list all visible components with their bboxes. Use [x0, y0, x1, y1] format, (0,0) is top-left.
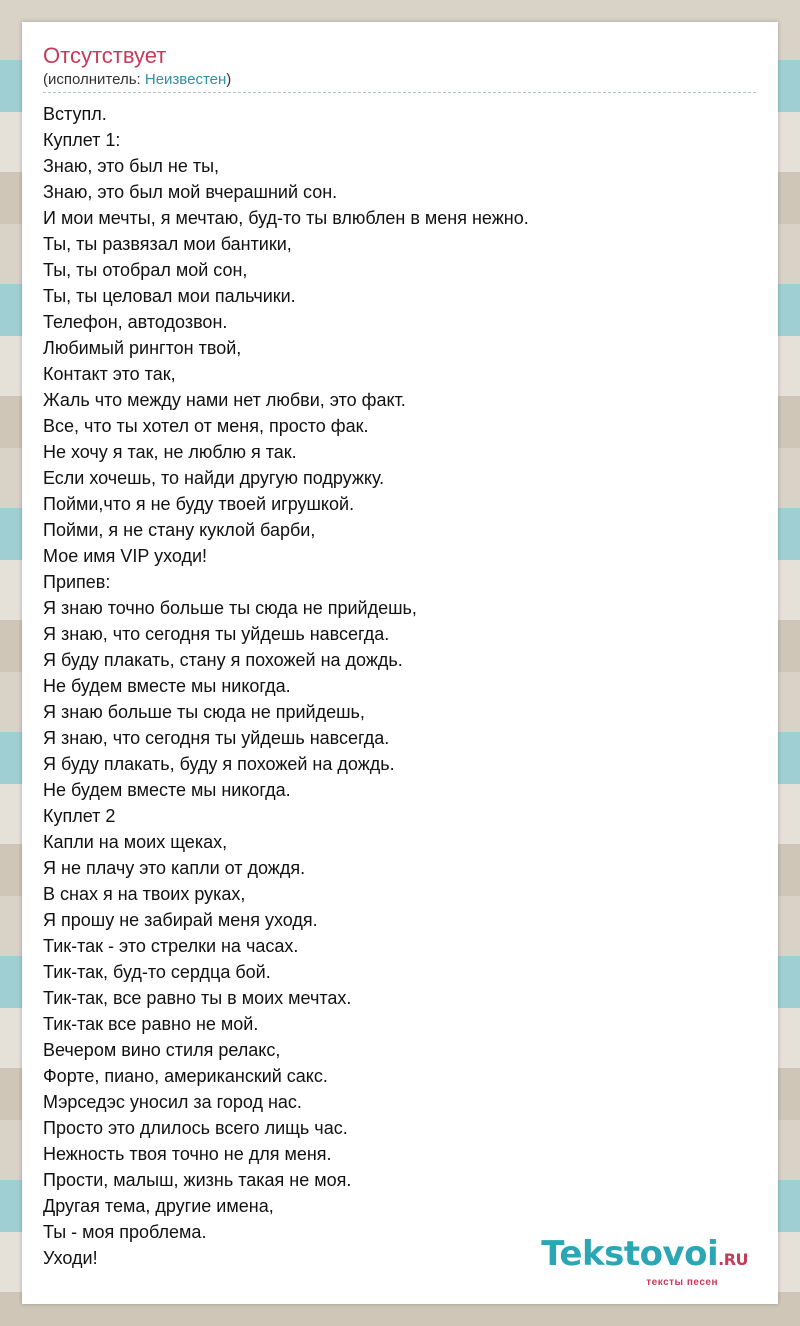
lyric-line: Контакт это так, — [43, 364, 176, 384]
performer-prefix: (исполнитель: — [43, 71, 145, 88]
lyric-line: Я не плачу это капли от дождя. — [43, 858, 306, 878]
lyric-line: Я знаю, что сегодня ты уйдешь навсегда. — [43, 728, 390, 748]
lyric-line: Знаю, это был мой вчерашний сон. — [43, 182, 338, 202]
lyric-line: Телефон, автодозвон. — [43, 312, 228, 332]
lyric-line: Ты, ты целовал мои пальчики. — [43, 286, 296, 306]
lyric-line: Я прошу не забирай меня уходя. — [43, 910, 318, 930]
performer-link[interactable]: Неизвестен — [144, 71, 227, 88]
lyric-line: Не хочу я так, не люблю я так. — [43, 442, 297, 462]
lyrics-card — [22, 22, 778, 1304]
lyric-line: Форте, пиано, американский сакс. — [43, 1066, 328, 1086]
logo-main-text: Tekstovoi — [541, 1234, 719, 1274]
lyric-line: Куплет 1: — [43, 130, 121, 150]
song-title: Отсутствует — [43, 43, 167, 68]
lyric-line: Не будем вместе мы никогда. — [43, 676, 291, 696]
lyric-line: Пойми,что я не буду твоей игрушкой. — [43, 494, 355, 514]
lyric-line: Ты - моя проблема. — [43, 1222, 207, 1242]
lyric-line: Вечером вино стиля релакс, — [43, 1040, 281, 1060]
lyric-line: Знаю, это был не ты, — [43, 156, 220, 176]
lyric-line: Вступл. — [43, 104, 107, 124]
logo-wordmark — [538, 1236, 748, 1278]
logo-domain: .RU — [718, 1250, 748, 1269]
lyric-line: Ты, ты развязал мои бантики, — [43, 234, 292, 254]
lyric-line: Капли на моих щеках, — [43, 832, 228, 852]
lyric-line: Я знаю точно больше ты сюда не прийдешь, — [43, 598, 417, 618]
lyric-line: Жаль что между нами нет любви, это факт. — [43, 390, 406, 410]
lyric-line: Я знаю, что сегодня ты уйдешь навсегда. — [43, 624, 390, 644]
lyric-line: Если хочешь, то найди другую подружку. — [43, 468, 385, 488]
lyric-line: Тик-так, буд-то сердца бой. — [43, 962, 271, 982]
lyric-line: Просто это длилось всего лищь час. — [43, 1118, 348, 1138]
lyric-line: В снах я на твоих руках, — [43, 884, 246, 904]
lyric-line: Нежность твоя точно не для меня. — [43, 1144, 332, 1164]
logo-tagline: тексты песен — [646, 1277, 718, 1288]
lyric-line: Мое имя VIP уходи! — [43, 546, 208, 566]
lyric-line: Любимый рингтон твой, — [43, 338, 242, 358]
lyric-line: Пойми, я не стану куклой барби, — [43, 520, 316, 540]
lyric-line: Не будем вместе мы никогда. — [43, 780, 291, 800]
performer-line — [43, 70, 756, 93]
lyric-line: Другая тема, другие имена, — [43, 1196, 274, 1216]
site-logo[interactable] — [538, 1236, 748, 1288]
lyric-line: Я буду плакать, буду я похожей на дождь. — [43, 754, 395, 774]
lyric-line: И мои мечты, я мечтаю, буд-то ты влюблен в меня нежно. — [43, 208, 529, 228]
lyrics-list — [43, 101, 758, 1271]
lyric-line: Я буду плакать, стану я похожей на дождь. — [43, 650, 403, 670]
lyric-line: Куплет 2 — [43, 806, 116, 826]
lyric-line: Уходи! — [43, 1248, 98, 1268]
lyric-line: Прости, малыш, жизнь такая не моя. — [43, 1170, 352, 1190]
lyric-line: Тик-так все равно не мой. — [43, 1014, 259, 1034]
performer-suffix: ) — [226, 71, 232, 88]
lyric-line: Ты, ты отобрал мой сон, — [43, 260, 248, 280]
lyric-line: Тик-так - это стрелки на часах. — [43, 936, 299, 956]
lyric-line: Все, что ты хотел от меня, просто фак. — [43, 416, 369, 436]
lyric-line: Мэрседэс уносил за город нас. — [43, 1092, 302, 1112]
lyric-line: Припев: — [43, 572, 111, 592]
lyric-line: Тик-так, все равно ты в моих мечтах. — [43, 988, 352, 1008]
lyric-line: Я знаю больше ты сюда не прийдешь, — [43, 702, 365, 722]
